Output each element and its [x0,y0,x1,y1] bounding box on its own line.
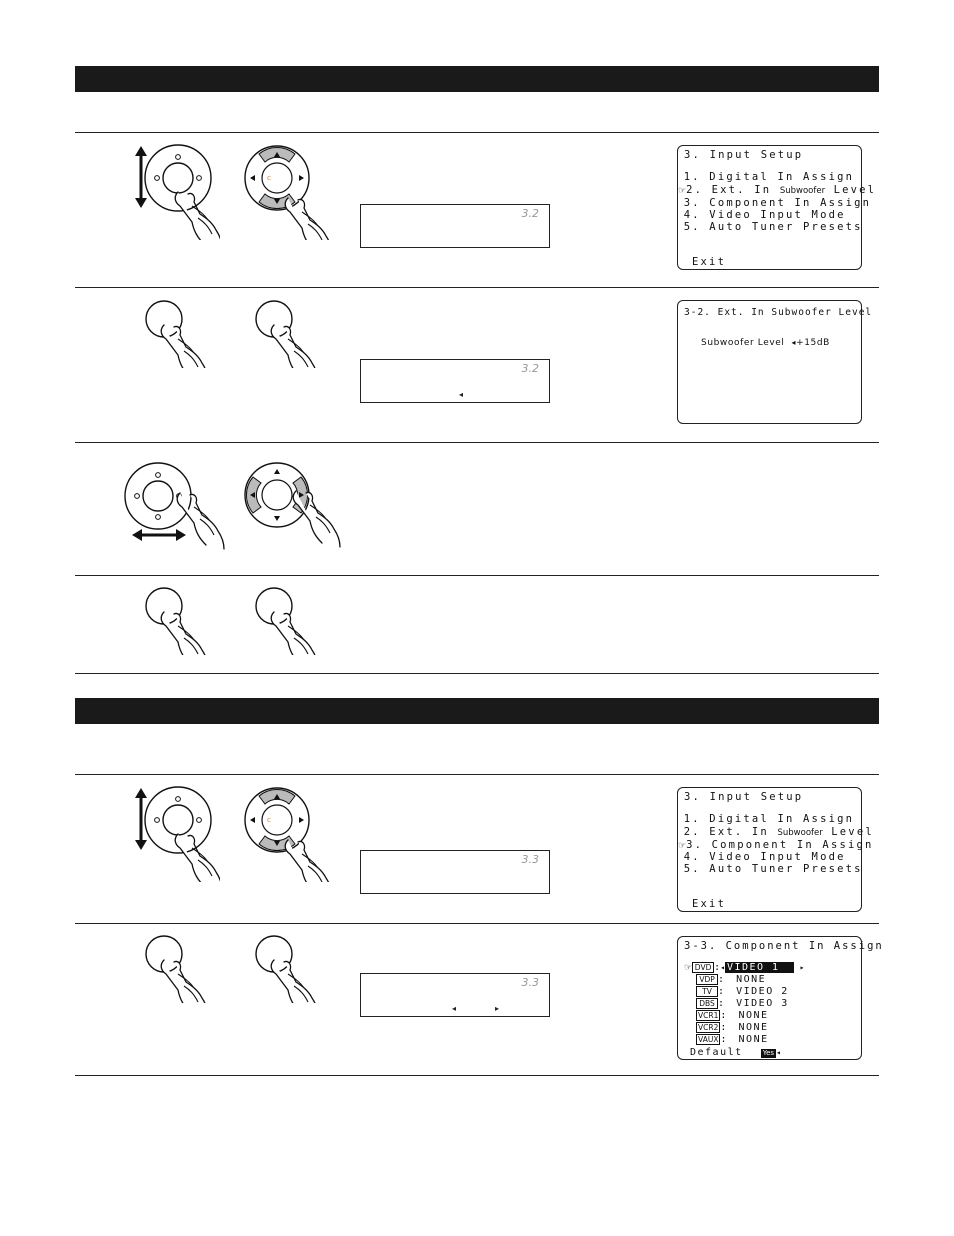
round-button-icon [250,298,330,368]
round-button-icon [140,585,220,655]
assign-row: VCR2 : NONE [698,1022,769,1033]
menu-item: 2. Ext. In Subwoofer Level [683,826,874,838]
pointing-finger-cursor-icon: ☞ [684,963,693,973]
section-rule [75,1075,879,1076]
osd-title: 3-2. Ext. In Subwoofer Level [684,307,873,318]
osd-title: 3. Input Setup [684,791,804,803]
left-arrow-icon: ◂ [459,390,464,399]
menu-item: 5. Auto Tuner Presets [683,863,863,875]
osd-title: 3. Input Setup [684,149,804,161]
assign-row: VDP : NONE [684,974,766,986]
menu-item-selected: ☞2. Ext. In Subwoofer Level [678,184,877,196]
right-arrow-icon: ▸ [799,963,805,972]
assign-row: VCR1 : NONE [698,1010,769,1021]
menu-item: 1. Digital In Assign [683,171,855,183]
menu-item: 1. Digital In Assign [683,813,855,825]
display-menu-number: 3.3 [521,976,539,989]
pointing-finger-cursor-icon: ☞ [678,186,687,196]
front-display [360,850,550,894]
on-screen-display [677,936,884,1060]
on-screen-display [677,300,873,424]
display-menu-number: 3.3 [521,853,539,866]
display-menu-number: 3.2 [521,362,539,375]
osd-exit: Exit [692,898,727,910]
section-header-bar-2 [75,698,879,724]
assign-row: VAUX : NONE [698,1034,769,1045]
round-button-icon [250,933,330,1003]
left-arrow-icon: ◂ [776,1048,781,1057]
section-header-bar-1 [75,66,879,92]
round-button-icon [250,585,330,655]
round-button-icon [140,933,220,1003]
jog-dial-icon [120,455,230,555]
osd-title: 3-3. Component In Assign [684,940,884,952]
subwoofer-level-row: Subwoofer Level ◂+15dB [701,338,830,348]
remote-cursor-pad-icon [238,782,338,882]
on-screen-display [677,145,877,270]
front-display [360,359,550,403]
section-rule [75,575,879,576]
on-screen-display [677,787,874,912]
assign-row: TV : VIDEO 2 [684,986,789,998]
default-row: Default Yes ◂ [690,1047,781,1058]
menu-item: 4. Video Input Mode [683,851,846,863]
left-arrow-icon: ◂ [452,1004,457,1013]
svg-text:c: c [267,174,271,182]
menu-item: 3. Component In Assign [683,197,872,209]
section-rule [75,132,879,133]
assign-row: DBS : VIDEO 3 [684,998,789,1010]
assign-row-selected: ☞ DVD :◂ VIDEO 1 ▸ [684,962,805,973]
left-arrow-icon: ◂ [791,338,797,347]
remote-cursor-pad-icon [238,140,338,240]
section-rule [75,774,879,775]
display-menu-number: 3.2 [521,207,539,220]
menu-item: 5. Auto Tuner Presets [683,221,863,233]
osd-exit: Exit [692,256,727,268]
section-rule [75,923,879,924]
remote-cursor-pad-icon [238,455,348,555]
round-button-icon [140,298,220,368]
yes-option: Yes [762,1049,775,1057]
jog-dial-icon [120,782,220,882]
section-rule [75,442,879,443]
menu-item: 4. Video Input Mode [683,209,846,221]
front-display [360,973,550,1017]
right-arrow-icon: ▸ [495,1004,500,1013]
section-rule [75,673,879,674]
pointing-finger-cursor-icon: ☞ [678,841,687,851]
front-display [360,204,550,248]
left-arrow-icon: ◂ [720,963,725,972]
section-rule [75,287,879,288]
jog-dial-icon [120,140,220,240]
menu-item-selected: ☞3. Component In Assign [678,839,874,851]
level-value: +15dB [796,338,830,348]
svg-text:c: c [267,816,271,824]
